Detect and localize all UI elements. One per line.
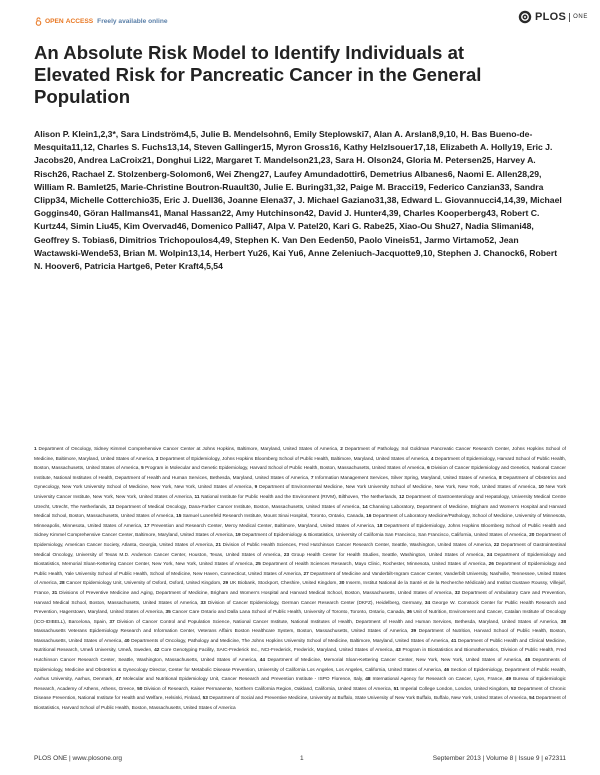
affiliation-number: 20 — [529, 533, 535, 539]
affiliation-text: Department of Epidemiology and Public Health, Yale University School of Public Health, School of Medicine, New Haven, Connecticut, United States of America, — [34, 562, 566, 577]
oa-free-label: Freely available online — [97, 18, 168, 25]
affiliation-number: 13 — [108, 504, 115, 510]
affiliation-number: 53 — [202, 696, 208, 702]
affiliation-entry — [59, 581, 222, 586]
article-title: An Absolute Risk Model to Identify Individuals at Elevated Risk for Pancreatic Cancer in the General Population — [34, 42, 482, 107]
affiliation-number: 33 — [200, 600, 206, 606]
affiliation-entry — [154, 648, 395, 653]
affiliation-entry — [165, 610, 406, 615]
affiliation-entry — [141, 466, 427, 471]
affiliation-entry — [256, 562, 489, 567]
affiliation-number: 48 — [365, 677, 371, 683]
affiliation-number: 19 — [235, 533, 241, 539]
affiliation-entry — [223, 581, 339, 586]
affiliation-text: Imperial College London, London, United Kingdom, — [398, 686, 511, 692]
affiliation-text: Information Management Services, Silver Spring, Maryland, United States of America, — [313, 475, 500, 481]
affiliation-text: Department of Biostatistics, Harvard School of Public Health, Boston, Massachusetts, United States of America — [34, 696, 566, 712]
affiliation-number: 9 — [254, 485, 258, 491]
oa-access-label: ACCESS — [65, 18, 94, 25]
affiliation-number: 45 — [524, 658, 531, 664]
affiliation-number: 54 — [529, 696, 535, 702]
affiliation-number: 2 — [340, 447, 343, 452]
affiliation-text: Department of Epidemiology, Harvard School of Public Health, Boston, Massachusetts, United States of America, — [34, 456, 566, 472]
affiliation-number: 31 — [51, 590, 58, 596]
affiliation-text: Departments of Oncology, Pathology and Medicine, The Johns Hopkins University School of Medicine, Baltimore, Maryland, United States of America, — [129, 638, 452, 644]
affiliation-text: Division of Cancer Epidemiology and Genetics, National Cancer Institute, National Institutes of Health, Department of Health and Human Services, Bethesda, Maryland, United States of America, — [34, 466, 566, 481]
oa-open-label: OPEN — [45, 18, 64, 25]
affiliation-number: 14 — [362, 504, 368, 510]
affiliation-text: Department of Gastroenterology and Hepatology, University Medical Centre Utrecht, Utrecht, The Netherlands, — [34, 494, 567, 510]
affiliation-text: Departments of Epidemiology, Medicine and Obstetrics & Gynecology Director, Center for Metabolic Disease Prevention, University of California Los Angeles, Los Angeles, California, United States of America, — [34, 658, 566, 673]
affiliation-entry — [124, 639, 451, 644]
affiliation-entry — [216, 543, 494, 548]
affiliation-text: Department of Environmental Medicine, New York University School of Medicine, New York, New York, United States of America, — [257, 485, 539, 491]
affiliation-entry — [311, 476, 499, 481]
affiliation-text: Prevention and Research Center, Mercy Medical Center, Baltimore, Maryland, United States of America, — [149, 523, 378, 529]
affiliation-number: 43 — [395, 648, 401, 654]
affiliation-number: 21 — [215, 542, 221, 548]
affiliation-text: International Agency for Research on Cancer, Lyon, France, — [370, 677, 506, 683]
affiliation-entry — [109, 620, 560, 625]
affiliation-text: Department of Medicine, Memorial Sloan-Kettering Cancer Center, New York, New York, United States of America, — [265, 658, 525, 664]
affiliation-entry — [144, 524, 377, 529]
affiliation-number: 26 — [488, 562, 494, 568]
affiliation-number: 51 — [393, 686, 399, 692]
affiliation-number: 39 — [410, 629, 417, 635]
affiliation-text: Molecular and Nutritional Epidemiology Unit, Cancer Research and Prevention Institute - ISPO Florence, Italy, — [121, 677, 366, 683]
affiliation-number: 1 — [34, 447, 37, 452]
affiliation-number: 4 — [430, 456, 434, 462]
page-footer — [34, 755, 566, 765]
affiliation-text: New York University Cancer Institute, New York, New York, United States of America, — [34, 485, 567, 500]
plos-one-logo — [518, 10, 588, 24]
affiliation-number: 6 — [427, 466, 430, 472]
affiliation-number: 23 — [283, 552, 290, 558]
affiliation-number: 7 — [310, 475, 314, 481]
affiliation-text: UK Biobank, Stockport, Cheshire, United Kingdom, — [228, 581, 340, 587]
affiliation-number: 35 — [165, 610, 171, 616]
affiliation-text: Department of Medicine and Vanderbilt-Ingram Cancer Center, Vanderbilt University, Nashville, Tennessee, United States of America, — [34, 571, 567, 587]
affiliation-text: Core Genotyping Facility, SAIC-Frederick Inc., NCI-Frederick, Frederick, Maryland, United States of America, — [159, 648, 396, 654]
affiliations — [34, 445, 566, 714]
affiliation-number: 27 — [303, 571, 309, 577]
affiliation-number: 25 — [255, 562, 261, 568]
affiliation-entry — [394, 687, 511, 692]
affiliation-number: 52 — [510, 686, 517, 692]
affiliation-text: Group Health Center for Health Studies, Seattle, Washington, United States of America, — [289, 552, 487, 558]
affiliation-number: 5 — [141, 466, 144, 472]
affiliation-number: 16 — [366, 514, 372, 520]
affiliation-text: Samuel Lunenfeld Research Institute, Mount Sinai Hospital, Toronto, Ontario, Canada, — [181, 514, 367, 520]
affiliation-text: Program in Molecular and Genetic Epidemiology, Harvard School of Public Health, Boston, Massachusetts, United States of America, — [143, 466, 428, 472]
affiliation-text: Department of Chronic Disease Prevention, National Institute for Health and Welfare, Helsinki, Finland, — [34, 686, 566, 702]
affiliation-number: 38 — [560, 619, 566, 625]
page-header — [0, 0, 600, 32]
affiliation-entry — [109, 505, 362, 510]
affiliation-entry — [52, 591, 455, 596]
affiliation-text: Department of Oncology, Sidney Kimmel Comprehensive Cancer Center at Johns Hopkins, Baltimore, Maryland, United States of America, — [36, 447, 341, 452]
affiliation-number: 12 — [398, 494, 405, 500]
affiliation-text: Department of Laboratory Medicine/Pathology, School of Medicine, University of Minnesota, Minneapolis, Minnesota, United States of America, — [34, 514, 567, 529]
affiliation-number: 41 — [451, 638, 457, 644]
affiliation-text: Department of Epidemiology, American Cancer Society, Atlanta, Georgia, United States of America, — [34, 533, 566, 548]
affiliation-text: Channing Laboratory, Department of Medicine, Brigham and Women's Hospital and Harvard Medical School, Boston, Massachusetts, United States of America, — [34, 504, 566, 520]
affiliation-entry — [176, 514, 366, 519]
affiliation-entry — [365, 677, 506, 682]
affiliation-entry — [260, 658, 525, 663]
footer-issue-info: September 2013 | Volume 8 | Issue 9 | e72311 — [432, 755, 566, 762]
affiliation-text: Department of Social and Preventive Medicine, University at Buffalo, State University of New York Buffalo, Buffalo, New York, United States of America, — [207, 696, 530, 702]
affiliation-number: 42 — [154, 648, 160, 654]
affiliation-entry — [235, 533, 529, 538]
affiliation-number: 15 — [176, 514, 182, 520]
plos-mark-icon — [518, 10, 532, 24]
affiliation-number: 11 — [194, 494, 200, 500]
affiliation-number: 8 — [499, 475, 502, 481]
affiliation-number: 3 — [155, 456, 159, 462]
affiliation-number: 37 — [109, 619, 115, 625]
affiliation-entry — [137, 687, 393, 692]
affiliation-number: 18 — [377, 523, 383, 529]
affiliation-text: Cancer Care Ontario and Dalla Lana School of Public Health, University of Toronto, Toronto, Ontario, Canada, — [170, 610, 407, 616]
affiliation-number: 40 — [124, 638, 130, 644]
open-lock-icon — [34, 17, 43, 26]
affiliation-text: Department of Nutrition, Harvard School of Public Health, Boston, Massachusetts, United States of America, — [34, 629, 566, 644]
affiliation-text: Unit of Nutrition, Environment and Cancer, Catalan Institute of Oncology (ICO-IDIBELL), Barcelona, Spain, — [34, 610, 566, 625]
affiliation-entry — [116, 677, 365, 682]
affiliation-text: George W. Comstock Center for Public Health Research and Prevention, Hagerstown, Maryland, United States of America, — [34, 600, 566, 616]
affiliation-text: Department of Health Sciences Research, Mayo Clinic, Rochester, Minnesota, United States of America, — [260, 562, 489, 568]
affiliation-text: Department of Medical Oncology, Dana-Farber Cancer Institute, Boston, Massachusetts, United States of America, — [114, 504, 363, 510]
affiliation-text: Division of Public Health Sciences, Fred Hutchinson Cancer Research Center, Seattle, Washington, United States of America, — [220, 542, 494, 548]
affiliation-text: Division of Cancer Epidemiology, German Cancer Research Center (DKFZ), Heidelberg, Germany, — [205, 600, 425, 606]
affiliation-number: 49 — [505, 677, 512, 683]
affiliation-text: Department of Ambulatory Care and Prevention, Harvard Medical School, Boston, Massachusetts, United States of America, — [34, 590, 566, 606]
affiliation-text: Department of Epidemiology, Johns Hopkins Bloomberg School of Public Health, Baltimore, Maryland, United States of America, — [158, 456, 431, 462]
affiliation-entry — [284, 553, 487, 558]
affiliation-text: Department of Public Health and Clinical Medicine, Nutritional Research, Umeå University, Umeå, Sweden, — [34, 638, 567, 654]
affiliation-text: Section of Epidemiology, Department of Public Health, Aarhus University, Aarhus, Denmark, — [34, 667, 567, 683]
affiliation-number: 10 — [538, 485, 544, 491]
affiliation-text: Divisions of Preventive Medicine and Aging, Department of Medicine, Brigham and Women's Hospital and Harvard Medical School, Boston, Massachusetts, United States of America, — [57, 590, 455, 596]
affiliation-number: 47 — [115, 677, 122, 683]
affiliation-text: Inserm, Institut National de la Santé et de la Recherche Médicale) and Institut Gustave Roussy, Villejuif, France, — [34, 581, 566, 596]
open-access-banner — [34, 17, 168, 26]
affiliation-number: 17 — [144, 523, 150, 529]
author-list: Alison P. Klein1,2,3*, Sara Lindström4,5, Julie B. Mendelsohn6, Emily Steplowski7, Alan A. Arslan8,9,10, H. Bas Bueno-de-Mesquita11,12, Charles S. Fuchs13,14, Steven Gallinger15, Myron Gross16, Kathy Helzlsouer17,18, Elizabeth A. Holly19, Eric J. Jacobs20, Andrea LaCroix21, Donghui Li22, Margaret T. Mandelson21,23, Sara H. Olson24, Gloria M. Petersen25, Harvey A. Risch26, Rachael Z. Stolzenberg-Solomon6, Wei Zheng27, Laufey Amundadottir6, Demetrius Albanes6, Naomi E. Allen28,29, William R. Bamlet25, Marie-Christine Boutron-Ruault30, Julie E. Buring31,32, Paige M. Bracci19, Federico Canzian33, Sandra Clipp34, Michelle Cotterchio35, Eric J. Duell36, Joanne Elena37, J. Michael Gaziano31,38, Edward L. Giovannucci4,14,39, Michael Goggins40, Göran Hallmans41, Manal Hassan22, Amy Hutchinson42, David J. Hunter4,39, Charles Kooperberg43, Robert C. Kurtz44, Simin Liu45, Kim Overvad46, Domenico Palli47, Alpa V. Patel20, Kari G. Rabe25, Xiao-Ou Shu27, Nadia Slimani48, Geoffrey S. Tobias6, Dimitrios Trichopoulos4,49, Stephen K. Van Den Eeden50, Paolo Vineis51, Jarmo Virtamo52, Jean Wactawski-Wende53, Brian M. Wolpin13,14, Herbert Yu26, Kai Yu6, Anne Zeleniuch-Jacquotte9,10, Stephen J. Chanock6, Robert N. Hoover6, Patricia Hartge6, Peter Kraft4,5,54 — [34, 129, 562, 272]
affiliation-number: 36 — [406, 610, 412, 616]
affiliation-number: 32 — [454, 590, 461, 596]
affiliation-entry — [156, 457, 431, 462]
affiliation-text: Massachusetts Veterans Epidemiology Research and Information Center, Veterans Affairs Boston Healthcare System, Boston, Massachusetts, United States of America, — [34, 629, 411, 635]
affiliation-entry — [201, 601, 425, 606]
affiliation-number: 50 — [137, 686, 143, 692]
affiliation-number: 24 — [486, 552, 493, 558]
affiliation-text: Department of Epidemiology and Biostatistics, Memorial Sloan-Kettering Cancer Center, New York, New York, United States of America, — [34, 552, 566, 568]
footer-page-number: 1 — [300, 755, 304, 762]
footer-journal-url: PLOS ONE | www.plosone.org — [34, 755, 123, 762]
affiliation-text: Department of Epidemiology, Johns Hopkins Bloomberg School of Public Health and Sidney Kimmel Comprehensive Cancer Center, Baltimore, Maryland, United States of America, — [34, 523, 566, 539]
affiliation-text: National Institute for Public Health and the Environment (RIVM), Bilthoven, The Netherlands, — [199, 494, 399, 500]
affiliation-text: Program in Biostatistics and Biomathematics, Division of Public Health, Fred Hutchinson Cancer Research Center, Seattle, Washington, Massachusetts, United States of America, — [34, 648, 566, 664]
affiliation-text: Department of Obstetrics and Gynecology, New York University School of Medicine, New York, New York, United States of America, — [34, 475, 566, 491]
affiliation-number: 22 — [493, 542, 500, 548]
affiliation-text: Department of Epidemiology & Biostatistics, University of California San Francisco, San Francisco, California, United States of America, — [240, 533, 530, 539]
affiliation-entry — [195, 495, 399, 500]
affiliation-text: Department of Gastrointestinal Medical Oncology, University of Texas M.D. Anderson Cancer Center, Houston, Texas, United States of America, — [34, 542, 566, 558]
affiliation-text: Division of Cancer Control and Population Science, National Cancer Institute, National Institutes of Health, Department of Health and Human Services, Bethesda, Maryland, United States of America, — [114, 619, 561, 625]
affiliation-text: Department of Pathology, Sol Goldman Pancreatic Cancer Research Center, Johns Hopkins School of Medicine, Baltimore, Maryland, United States of America, — [34, 447, 566, 462]
affiliation-text: Cancer Epidemiology Unit, University of Oxford, Oxford, United Kingdom, — [64, 581, 223, 587]
affiliation-number: 44 — [259, 658, 266, 664]
affiliation-entry — [34, 447, 340, 452]
logo-divider — [569, 13, 570, 22]
affiliation-number: 46 — [443, 667, 450, 673]
logo-one-text: ONE — [573, 14, 588, 20]
affiliation-entry — [203, 696, 530, 701]
affiliation-number: 30 — [339, 581, 345, 587]
logo-plos-text: PLOS — [535, 11, 567, 23]
affiliation-entry — [255, 485, 539, 490]
affiliation-number: 34 — [424, 600, 431, 606]
affiliation-number: 28 — [59, 581, 65, 587]
affiliation-text: Division of Research, Kaiser Permanente, Northern California Region, Oakland, California, United States of America, — [142, 686, 394, 692]
affiliation-text: Bureau of Epidemiologic Research, Academy of Athens, Athens, Greece, — [34, 677, 566, 692]
affiliation-number: 29 — [222, 581, 229, 587]
